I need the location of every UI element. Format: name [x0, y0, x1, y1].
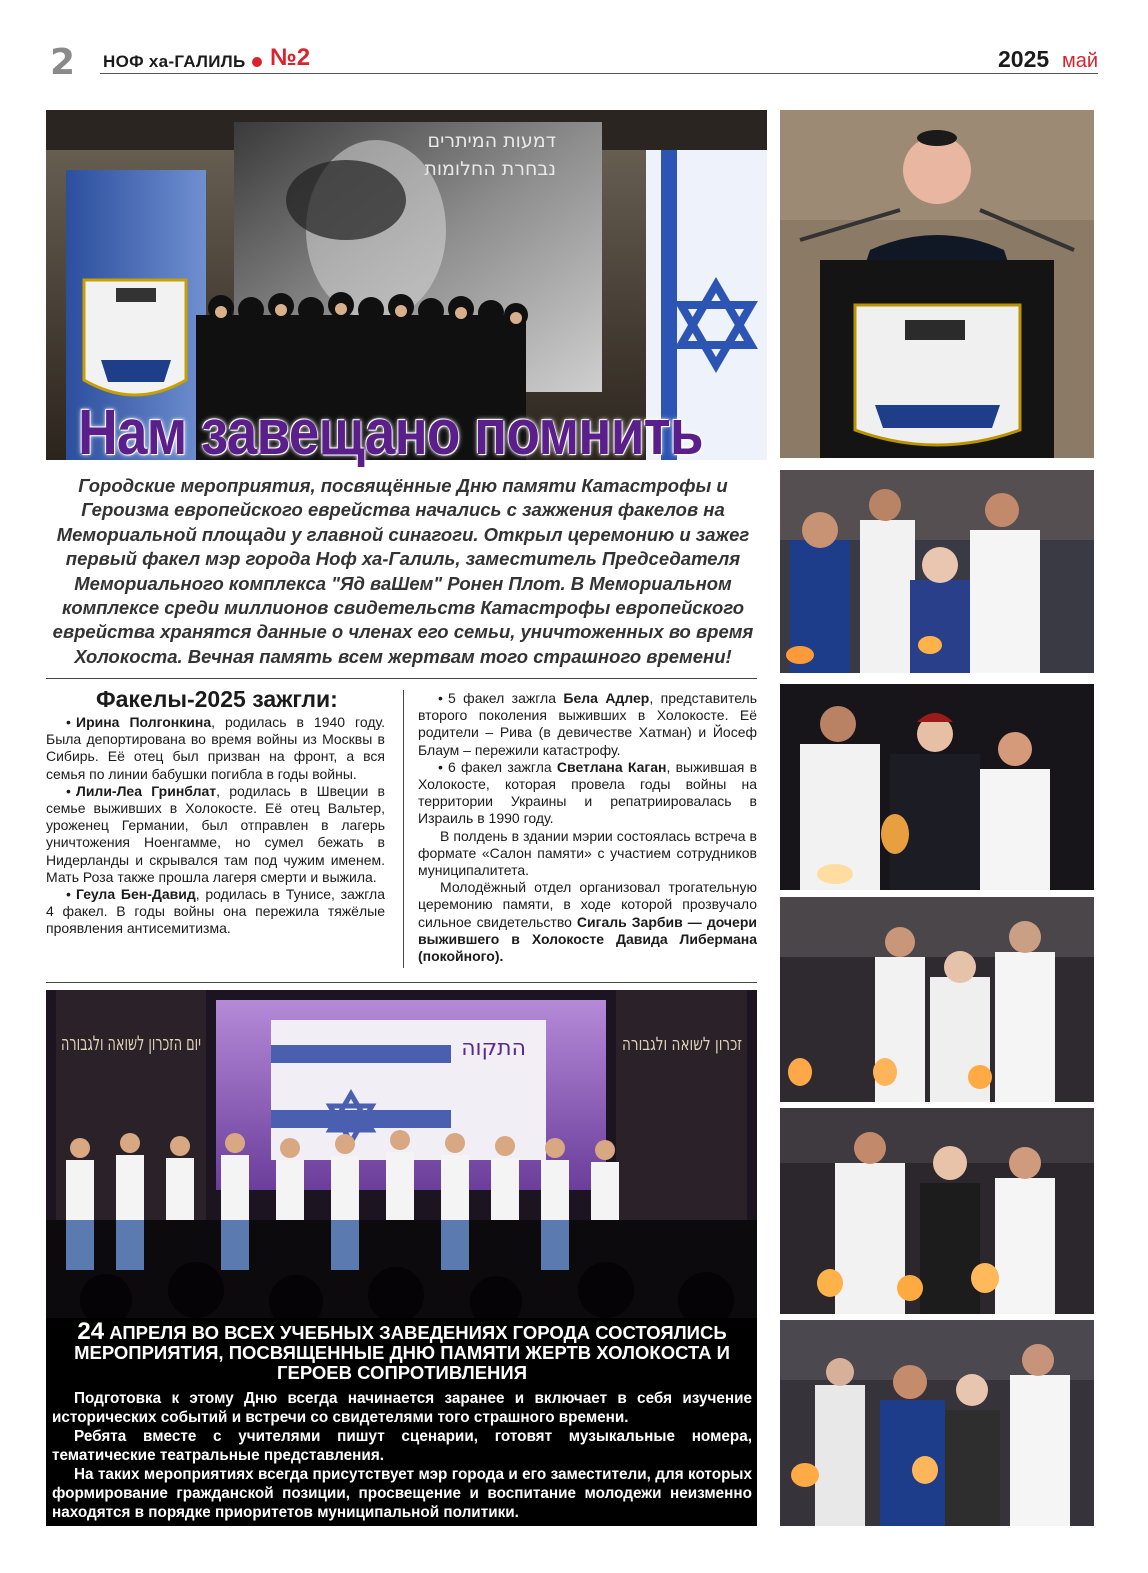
- slide-title: התקוה: [461, 1036, 526, 1061]
- issue-month: май: [1062, 50, 1099, 72]
- torch-lighting-photo-5: [780, 1320, 1094, 1526]
- salon-paragraph: В полдень в здании мэрии состоялась встреча в формате «Салон памяти» с участием сотрудников муниципалитета.: [418, 827, 757, 879]
- torch-item-6: • 6 факел зажгла Светлана Каган, выжившая в Холокосте, которая провела годы войны на территории Украины и репатриировалась в Израиль в 1990 году.: [418, 758, 757, 827]
- page-number: 2: [50, 42, 76, 83]
- section-rule-top: [46, 678, 757, 679]
- caption-body: [52, 1389, 752, 1522]
- torch-item-5: • 5 факел зажгла Бела Адлер, представитель второго поколения выживших в Холокосте. Её родители – Рива (в девичестве Хатман) и Йосеф Блаум – пережили катастрофу.: [418, 690, 757, 758]
- caption-paragraph-1: Подготовка к этому Дню всегда начинается заранее и включает в себя изучение исторических событий и встречи со свидетелями того страшного времени.: [52, 1390, 752, 1426]
- torch-lighting-photo-1: [780, 470, 1094, 673]
- screen-text-2: נבחרת החלומות: [424, 158, 556, 180]
- banner-left-text: יום הזכרון לשואה ולגבורה: [61, 1031, 201, 1055]
- torch-item-1: • Ирина Полгонкина, родилась в 1940 году. Была депортирована во время войны из Москвы в Сибирь. Её отец был призван на фронт, а вся семья по линии бабушки погибла в годы войны.: [46, 714, 385, 782]
- torch-item-3: • Геула Бен-Давид, родилась в Тунисе, зажгла 4 факел. В годы войны она пережила тяжёлые проявления антисемитизма.: [46, 886, 385, 937]
- header-dot-icon: [252, 57, 262, 67]
- lead-paragraph: Городские мероприятия, посвящённые Дню памяти Катастрофы и Героизма европейского еврейства начались с зажжения факелов на Мемориальной площади у главной синагоги. Открыл церемонию и зажег первый факел мэр города Ноф ха-Галиль, заместитель Председателя Мемориального комплекса "Яд ваШем" Ронен Плот. В Мемориальном комплексе среди миллионов свидетельств Катастрофы европейского еврейства хранятся данные о членах его семьи, уничтоженных во время Холокоста. Вечная память всем жертвам того страшного времени!: [52, 475, 754, 667]
- torch-lighting-photo-4: [780, 1108, 1094, 1314]
- screen-text-1: דמעות המיתרים: [427, 130, 556, 152]
- torches-title: Факелы-2025 зажгли:: [96, 686, 338, 712]
- column-right: [418, 690, 757, 965]
- column-divider: [403, 690, 404, 968]
- torch-item-2: • Лили-Леа Гринблат, родилась в Швеции в семье выживших в Холокосте. Её отец Вальтер, уроженец Германии, был отправлен в лагерь уничтожения Ноенгамме, но сумел бежать в Нидерланды и скрывался там под чужим именем. Мать Роза также прошла лагеря смерти и выжила.: [46, 782, 385, 885]
- issue-number: №2: [270, 44, 311, 71]
- school-ceremony-photo: [46, 990, 757, 1320]
- torch-lighting-photo-2: [780, 684, 1094, 890]
- caption-paragraph-3: На таких мероприятиях всегда присутствует мэр города и его заместители, для которых формирование гражданской позиции, просвещение и воспитание молодежи неизменно находятся в порядке приоритетов муниципальной политики.: [52, 1466, 752, 1521]
- speaker-podium-photo: [780, 110, 1094, 458]
- section-rule-bottom: [46, 982, 757, 983]
- main-headline: Нам завещано помнить: [78, 396, 703, 468]
- caption-title: 24 АПРЕЛЯ ВО ВСЕХ УЧЕБНЫХ ЗАВЕДЕНИЯХ ГОРОДА СОСТОЯЛИСЬ МЕРОПРИЯТИЯ, ПОСВЯЩЕННЫЕ ДНЮ ПАМЯТИ ЖЕРТВ ХОЛОКОСТА И ГЕРОЕВ СОПРОТИВЛЕНИЯ: [74, 1318, 730, 1383]
- banner-right-text: זכרון לשואה ולגבורה: [622, 1034, 742, 1055]
- newspaper-name: НОФ ха-ГАЛИЛЬ: [103, 52, 246, 71]
- header-rule: [100, 73, 1098, 74]
- torch-lighting-photo-3: [780, 897, 1094, 1102]
- issue-year: 2025: [998, 46, 1050, 72]
- youth-paragraph: Молодёжный отдел организовал трогательную церемонию памяти, в ходе которой прозвучало сильное свидетельство Сигаль Зарбив — дочери выжившего в Холокосте Давида Либермана (покойного).: [418, 879, 757, 965]
- caption-paragraph-2: Ребята вместе с учителями пишут сценарии, готовят музыкальные номера, тематические театральные представления.: [52, 1428, 752, 1464]
- column-left: [46, 714, 385, 938]
